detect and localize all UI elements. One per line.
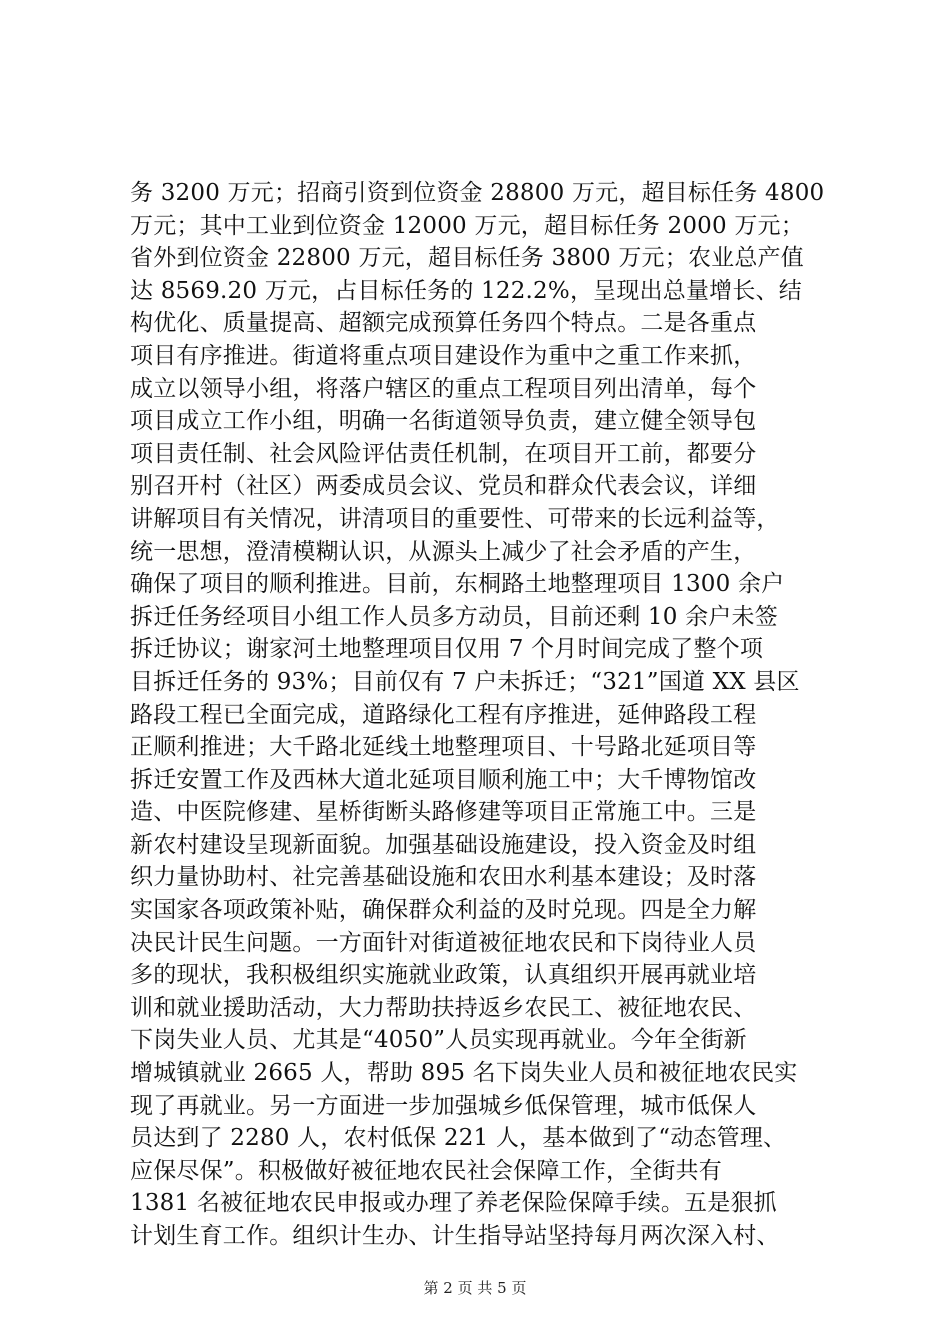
text-line: 达 8569.20 万元，占目标任务的 122.2%，呈现出总量增长、结	[130, 277, 802, 304]
text-line: 应保尽保”。积极做好被征地农民社会保障工作，全街共有	[130, 1157, 722, 1184]
text-line: 计划生育工作。组织计生办、计生指导站坚持每月两次深入村、	[130, 1223, 780, 1249]
text-line: 1381 名被征地农民申报或办理了养老保险保障手续。五是狠抓	[130, 1190, 777, 1217]
text-line: 拆迁任务经项目小组工作人员多方动员，目前还剩 10 余户未签	[130, 603, 778, 630]
text-line: 目拆迁任务的 93%；目前仅有 7 户未拆迁；“321”国道 XX 县区	[130, 668, 800, 695]
text-line: 省外到位资金 22800 万元，超目标任务 3800 万元；农业总产值	[130, 245, 804, 272]
text-line: 构优化、质量提高、超额完成预算任务四个特点。二是各重点	[130, 310, 757, 337]
text-line: 决民计民生问题。一方面针对街道被征地农民和下岗待业人员	[130, 929, 757, 956]
text-line: 统一思想，澄清模糊认识，从源头上减少了社会矛盾的产生，	[130, 538, 757, 565]
text-line: 项目责任制、社会风险评估责任机制，在项目开工前，都要分	[130, 440, 757, 467]
text-line: 万元；其中工业到位资金 12000 万元，超目标任务 2000 万元；	[130, 212, 804, 239]
text-line: 多的现状，我积极组织实施就业政策，认真组织开展再就业培	[130, 962, 757, 989]
text-line: 讲解项目有关情况，讲清项目的重要性、可带来的长远利益等，	[130, 505, 780, 532]
text-line: 成立以领导小组，将落户辖区的重点工程项目列出清单，每个	[130, 375, 757, 402]
text-line: 拆迁协议；谢家河土地整理项目仅用 7 个月时间完成了整个项	[130, 636, 764, 663]
text-line: 确保了项目的顺利推进。目前，东桐路土地整理项目 1300 余户	[130, 571, 785, 598]
document-body	[130, 177, 830, 1253]
text-line: 训和就业援助活动，大力帮助扶持返乡农民工、被征地农民、	[130, 994, 757, 1021]
text-line: 务 3200 万元；招商引资到位资金 28800 万元，超目标任务 4800	[130, 180, 825, 206]
text-line: 员达到了 2280 人，农村低保 221 人，基本做到了“动态管理、	[130, 1125, 787, 1152]
text-line: 项目成立工作小组，明确一名街道领导负责，建立健全领导包	[130, 408, 757, 435]
text-line: 下岗失业人员、尤其是“4050”人员实现再就业。今年全街新	[130, 1027, 747, 1054]
text-line: 项目有序推进。街道将重点项目建设作为重中之重工作来抓，	[130, 342, 757, 369]
text-line: 正顺利推进；大千路北延线土地整理项目、十号路北延项目等	[130, 734, 757, 761]
text-line: 路段工程已全面完成，道路绿化工程有序推进，延伸路段工程	[130, 701, 757, 728]
text-line: 拆迁安置工作及西林大道北延项目顺利施工中；大千博物馆改	[130, 766, 757, 793]
text-line: 新农村建设呈现新面貌。加强基础设施建设，投入资金及时组	[130, 831, 757, 858]
text-line: 织力量协助村、社完善基础设施和农田水利基本建设；及时落	[130, 864, 757, 891]
text-line: 现了再就业。另一方面进一步加强城乡低保管理，城市低保人	[130, 1092, 757, 1119]
text-line: 别召开村（社区）两委成员会议、党员和群众代表会议，详细	[130, 473, 757, 500]
text-line: 实国家各项政策补贴，确保群众利益的及时兑现。四是全力解	[130, 897, 757, 924]
text-line: 增城镇就业 2665 人，帮助 895 名下岗失业人员和被征地农民实	[130, 1060, 798, 1087]
text-line: 造、中医院修建、星桥街断头路修建等项目正常施工中。三是	[130, 799, 757, 826]
page-footer: 第 2 页 共 5 页	[423, 1279, 527, 1297]
